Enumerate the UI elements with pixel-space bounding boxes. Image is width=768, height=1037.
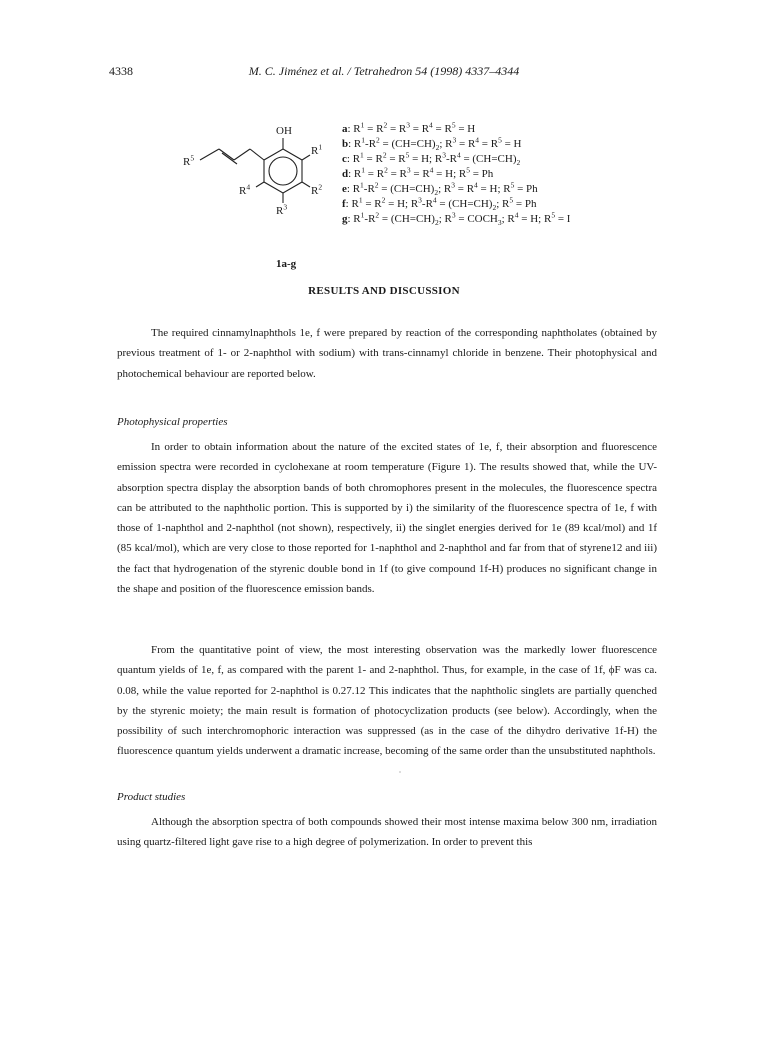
label-r3: $R^3$: [276, 202, 288, 217]
substituent-f: f: $R^1 = R^2 = H$; $R^3-R^4 = (CH=CH)_2$; $R^5 = Ph$: [342, 195, 537, 213]
chemical-structure: [170, 115, 340, 275]
section-heading: RESULTS AND DISCUSSION: [308, 285, 460, 297]
benzene-ring: [264, 149, 302, 193]
substituent-e: e: $R^1-R^2 = (CH=CH)_2$; $R^3 = R^4 = H$; $R^5 = Ph$: [342, 180, 538, 198]
photophysical-heading: Photophysical properties: [117, 416, 228, 428]
photophysical-paragraph-2: From the quantitative point of view, the most interesting observation was the markedly lower fluorescence quantum yields of 1e, f, as compared with the parent 1- and 2-naphthol. Thus, for example, in the case of 1f, ϕF was ca. 0.08, while the value reported for 2-naphthol is 0.27.12 This indicates that the naphtholic singlets are partially quenched by the styrenic moiety; the main result is formation of photocyclization products (see below). Accordingly, when the possibility of such interchromophoric interaction was suppressed (as in the case of the dihydro derivative 1f-H) the fluorescence quantum yields underwent a dramatic increase, becoming of the same order than the unsubstituted naphthols.: [117, 644, 657, 758]
product-studies-heading: Product studies: [117, 791, 186, 803]
substituent-c: c: $R^1 = R^2 = R^5 = H$; $R^3-R^4 = (CH=CH)_2$: [342, 150, 521, 168]
running-head: M. C. Jiménez et al. / Tetrahedron 54 (1998) 4337–4344: [248, 64, 520, 78]
substituent-g: g: $R^1-R^2 = (CH=CH)_2$; $R^3$ = $COCH_3$; $R^4 = H$; $R^5 = I$: [342, 210, 571, 228]
compound-label: 1a-g: [276, 258, 297, 270]
substituent-list: [342, 122, 570, 227]
label-r5: $R^5$: [183, 153, 195, 168]
label-r1: $R^1$: [311, 142, 323, 157]
aromatic-circle: [269, 157, 297, 185]
product-studies-paragraph-1: Although the absorption spectra of both compounds showed their most intense maxima below 300 nm, irradiation using quartz-filtered light gave rise to a high degree of polymerization. In order to prevent this: [117, 816, 657, 849]
label-oh: OH: [276, 125, 292, 137]
intro-paragraph: The required cinnamylnaphthols 1e, f were prepared by reaction of the corresponding naphtholates (obtained by previous treatment of 1- or 2-naphthol with sodium) with trans-cinnamyl chloride in benzene. Their photophysical and photochemical behaviour are reported below.: [117, 327, 657, 380]
substituent-d: d: $R^1 = R^2 = R^3 = R^4 = H$; $R^5 = Ph$: [342, 165, 494, 180]
substituent-b: b: $R^1-R^2 = (CH=CH)_2$; $R^3 = R^4 = R^5 = H$: [342, 135, 522, 153]
label-r2: $R^2$: [311, 182, 323, 197]
page-number: 4338: [109, 64, 133, 78]
scan-speck: [399, 771, 401, 773]
label-r4: $R^4$: [239, 182, 251, 197]
substituent-a: a: $R^1 = R^2 = R^3 = R^4 = R^5 = H$: [342, 120, 476, 135]
photophysical-paragraph-1: In order to obtain information about the nature of the excited states of 1e, f, their absorption and fluorescence emission spectra were recorded in cyclohexane at room temperature (Figure 1). The results showed that, while the UV-absorption spectra display the absorption bands of both chromophores present in the molecules, the fluorescence spectra can be attributed to the naphtholic portion. This is supported by i) the similarity of the fluorescence spectra of 1e, f with those of 1-naphthol and 2-naphthol (not shown), respectively, ii) the singlet energies derived for 1e (89 kcal/mol) and 1f (85 kcal/mol), which are very close to those reported for 1-naphthol and 2-naphthol and far from that of styrene12 and iii) the fact that hydrogenation of the styrenic double bond in 1f (to give compound 1f-H) produces no significant change in the shape and position of the fluorescence emission bands.: [117, 441, 657, 596]
